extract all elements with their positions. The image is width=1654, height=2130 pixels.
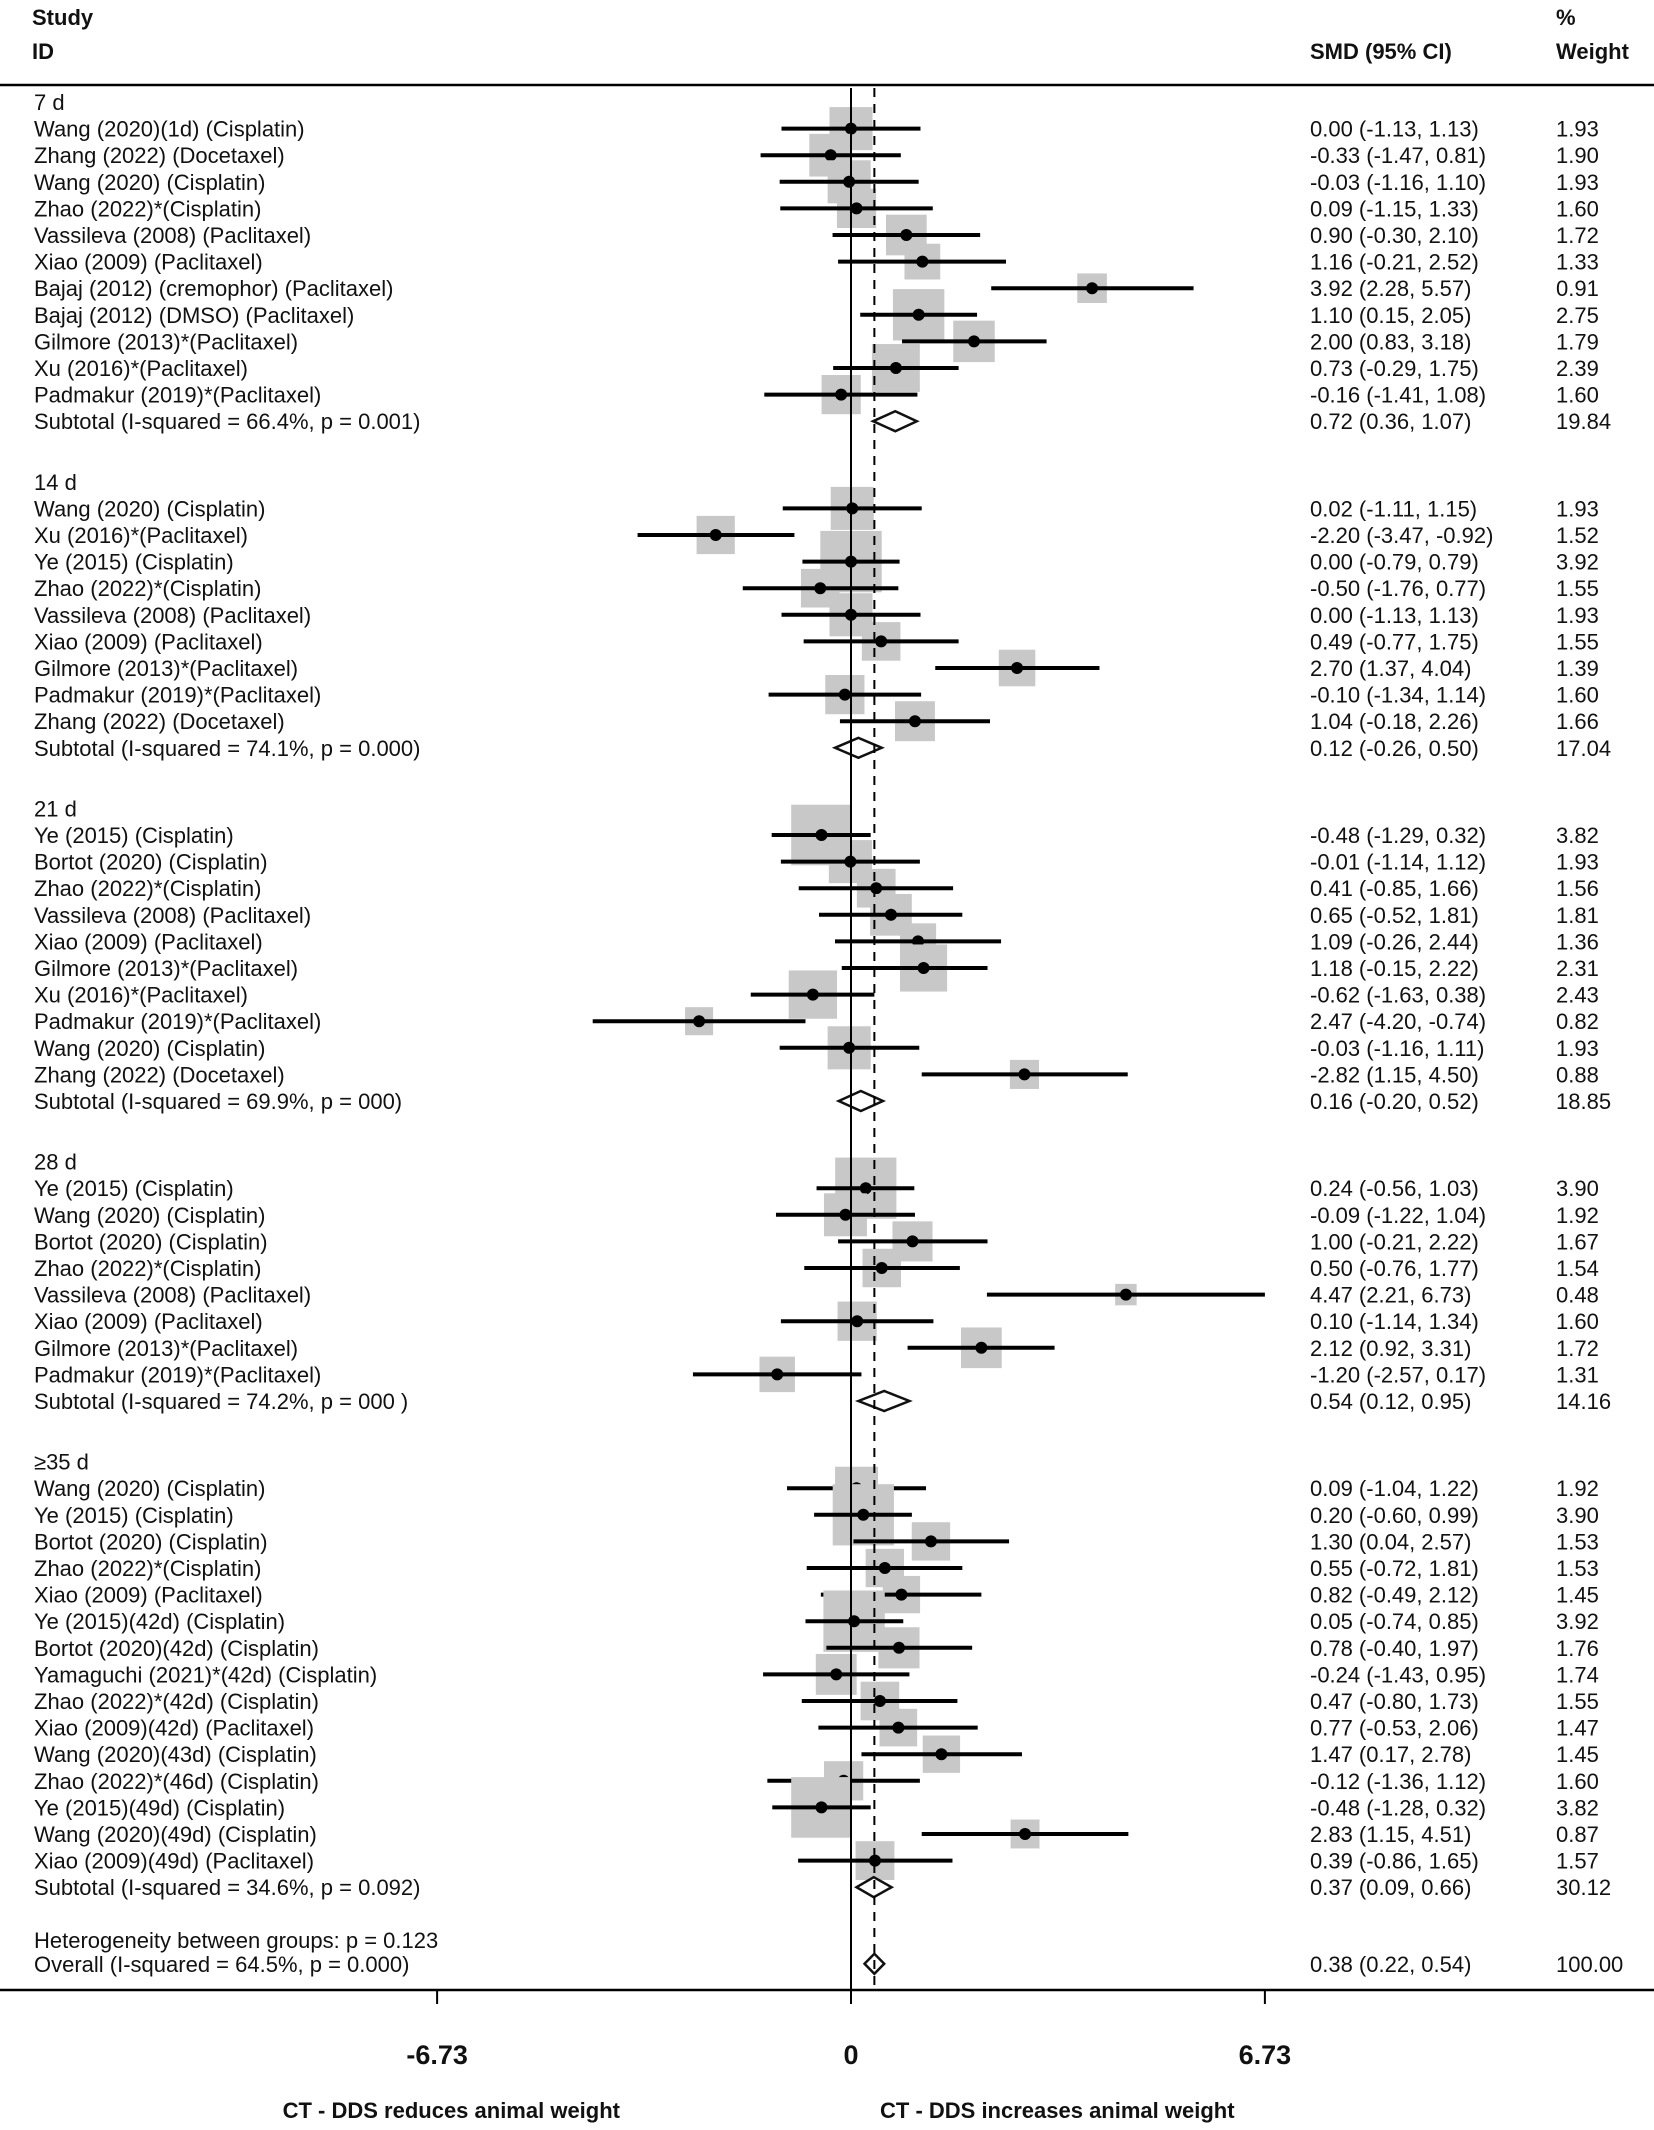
weight-value: 1.60 <box>1556 1309 1599 1335</box>
point-estimate <box>815 829 827 841</box>
study-label: Xiao (2009) (Paclitaxel) <box>34 1582 263 1608</box>
study-label: Ye (2015) (Cisplatin) <box>34 1502 234 1528</box>
weight-value: 1.93 <box>1556 602 1599 628</box>
weight-value: 1.36 <box>1556 929 1599 955</box>
effect-ci-value: -2.82 (1.15, 4.50) <box>1310 1062 1479 1088</box>
weight-value: 3.90 <box>1556 1502 1599 1528</box>
effect-ci-value: 0.82 (-0.49, 2.12) <box>1310 1582 1479 1608</box>
weight-value: 1.56 <box>1556 876 1599 902</box>
point-estimate <box>835 389 847 401</box>
point-estimate <box>825 149 837 161</box>
study-label: Padmakur (2019)*(Paclitaxel) <box>34 1362 322 1388</box>
point-estimate <box>1018 1068 1030 1080</box>
weight-value: 1.55 <box>1556 576 1599 602</box>
study-label: Wang (2020) (Cisplatin) <box>34 1476 266 1502</box>
study-label: Wang (2020)(1d) (Cisplatin) <box>34 116 305 142</box>
weight-value: 0.87 <box>1556 1822 1599 1847</box>
point-estimate <box>875 635 887 647</box>
point-estimate <box>916 256 928 268</box>
weight-value: 1.72 <box>1556 1335 1599 1361</box>
effect-ci-value: 0.09 (-1.04, 1.22) <box>1310 1476 1479 1502</box>
effect-ci-value: 1.30 (0.04, 2.57) <box>1310 1529 1472 1555</box>
point-estimate <box>860 1182 872 1194</box>
effect-ci-value: 0.00 (-1.13, 1.13) <box>1310 602 1479 628</box>
group-label: 7 d <box>34 90 65 115</box>
study-label: Xiao (2009) (Paclitaxel) <box>34 929 263 955</box>
study-label: Bortot (2020)(42d) (Cisplatin) <box>34 1635 319 1661</box>
subtotal-label: Subtotal (I-squared = 69.9%, p = 000) <box>34 1089 403 1114</box>
weight-value: 1.53 <box>1556 1556 1599 1581</box>
subtotal-weight: 14.16 <box>1556 1389 1612 1414</box>
weight-value: 1.55 <box>1556 629 1599 655</box>
study-label: Xu (2016)*(Paclitaxel) <box>34 356 248 381</box>
point-estimate <box>693 1015 705 1027</box>
subtotal-effect-ci: 0.37 (0.09, 0.66) <box>1310 1875 1472 1901</box>
subtotal-label: Subtotal (I-squared = 34.6%, p = 0.092) <box>34 1875 421 1901</box>
study-label: Ye (2015) (Cisplatin) <box>34 549 234 575</box>
point-estimate <box>830 1668 842 1680</box>
effect-ci-value: -0.50 (-1.76, 0.77) <box>1310 576 1487 602</box>
point-estimate <box>815 1801 827 1813</box>
group-label: 21 d <box>34 796 77 822</box>
effect-ci-value: 0.20 (-0.60, 0.99) <box>1310 1502 1479 1528</box>
weight-value: 1.72 <box>1556 223 1599 248</box>
weight-value: 1.45 <box>1556 1582 1599 1608</box>
effect-ci-value: 0.49 (-0.77, 1.75) <box>1310 629 1479 655</box>
effect-ci-value: -0.12 (-1.36, 1.12) <box>1310 1768 1487 1794</box>
study-label: Zhang (2022) (Docetaxel) <box>34 1062 285 1088</box>
weight-value: 1.60 <box>1556 682 1599 708</box>
weight-value: 1.33 <box>1556 249 1599 275</box>
effect-ci-value: 0.05 (-0.74, 0.85) <box>1310 1609 1479 1635</box>
weight-value: 1.54 <box>1556 1256 1599 1281</box>
weight-value: 1.45 <box>1556 1742 1599 1768</box>
effect-ci-value: 3.92 (2.28, 5.57) <box>1310 276 1472 302</box>
effect-ci-value: 2.83 (1.15, 4.51) <box>1310 1822 1472 1847</box>
study-label: Xiao (2009)(42d) (Paclitaxel) <box>34 1715 315 1741</box>
effect-ci-value: 1.10 (0.15, 2.05) <box>1310 302 1472 328</box>
effect-ci-value: 0.55 (-0.72, 1.81) <box>1310 1556 1479 1581</box>
header-study: Study <box>32 5 94 30</box>
point-estimate <box>968 335 980 347</box>
study-label: Zhang (2022) (Docetaxel) <box>34 709 285 735</box>
weight-value: 1.55 <box>1556 1689 1599 1714</box>
weight-value: 2.31 <box>1556 956 1599 981</box>
subtotal-label: Subtotal (I-squared = 74.2%, p = 000 ) <box>34 1389 409 1414</box>
subtotal-diamond <box>873 411 917 431</box>
point-estimate <box>975 1342 987 1354</box>
point-estimate <box>895 1589 907 1601</box>
subtotal-effect-ci: 0.16 (-0.20, 0.52) <box>1310 1089 1479 1114</box>
effect-ci-value: -0.24 (-1.43, 0.95) <box>1310 1662 1487 1688</box>
point-estimate <box>909 715 921 727</box>
study-label: Gilmore (2013)*(Paclitaxel) <box>34 1335 299 1361</box>
point-estimate <box>843 1042 855 1054</box>
effect-ci-value: 1.47 (0.17, 2.78) <box>1310 1742 1472 1768</box>
study-label: Zhao (2022)*(Cisplatin) <box>34 1256 262 1281</box>
subtotal-weight: 19.84 <box>1556 409 1612 435</box>
study-label: Wang (2020) (Cisplatin) <box>34 496 266 522</box>
study-label: Bajaj (2012) (DMSO) (Paclitaxel) <box>34 302 355 328</box>
effect-ci-value: 0.77 (-0.53, 2.06) <box>1310 1715 1479 1741</box>
weight-value: 1.93 <box>1556 849 1599 875</box>
effect-ci-value: -0.48 (-1.29, 0.32) <box>1310 823 1487 848</box>
effect-ci-value: -2.20 (-3.47, -0.92) <box>1310 523 1494 548</box>
effect-ci-value: 0.78 (-0.40, 1.97) <box>1310 1635 1479 1661</box>
effect-ci-value: 0.65 (-0.52, 1.81) <box>1310 902 1479 928</box>
right-direction-label: CT - DDS increases animal weight <box>880 2098 1235 2123</box>
weight-value: 1.92 <box>1556 1476 1599 1502</box>
study-label: Gilmore (2013)*(Paclitaxel) <box>34 656 299 681</box>
point-estimate <box>843 176 855 188</box>
point-estimate <box>913 309 925 321</box>
weight-value: 1.93 <box>1556 496 1599 522</box>
effect-ci-value: 2.00 (0.83, 3.18) <box>1310 329 1472 355</box>
point-estimate <box>1086 282 1098 294</box>
effect-ci-value: -0.16 (-1.41, 1.08) <box>1310 382 1487 408</box>
study-label: Xiao (2009) (Paclitaxel) <box>34 249 263 275</box>
tick-label: 6.73 <box>1238 2040 1292 2070</box>
point-estimate <box>1019 1828 1031 1840</box>
effect-ci-value: 4.47 (2.21, 6.73) <box>1310 1282 1472 1308</box>
study-label: Padmakur (2019)*(Paclitaxel) <box>34 382 322 408</box>
point-estimate <box>710 529 722 541</box>
effect-ci-value: 2.12 (0.92, 3.31) <box>1310 1335 1472 1361</box>
study-label: Xu (2016)*(Paclitaxel) <box>34 523 248 548</box>
weight-value: 3.90 <box>1556 1176 1599 1202</box>
weight-value: 3.82 <box>1556 1795 1599 1821</box>
effect-ci-value: 0.90 (-0.30, 2.10) <box>1310 223 1479 248</box>
weight-value: 0.91 <box>1556 276 1599 302</box>
study-label: Xiao (2009)(49d) (Paclitaxel) <box>34 1848 315 1874</box>
heterogeneity-label: Heterogeneity between groups: p = 0.123 <box>34 1927 439 1953</box>
weight-value: 3.82 <box>1556 823 1599 848</box>
study-label: Ye (2015) (Cisplatin) <box>34 823 234 848</box>
study-label: Zhao (2022)*(42d) (Cisplatin) <box>34 1689 319 1714</box>
effect-ci-value: -0.33 (-1.47, 0.81) <box>1310 143 1487 169</box>
study-label: Vassileva (2008) (Paclitaxel) <box>34 223 312 248</box>
subtotal-weight: 30.12 <box>1556 1875 1612 1901</box>
study-label: Padmakur (2019)*(Paclitaxel) <box>34 1009 322 1035</box>
subtotal-effect-ci: 0.12 (-0.26, 0.50) <box>1310 735 1479 761</box>
effect-ci-value: 0.73 (-0.29, 1.75) <box>1310 356 1479 381</box>
subtotal-weight: 18.85 <box>1556 1089 1612 1114</box>
weight-value: 1.31 <box>1556 1362 1599 1388</box>
weight-value: 0.88 <box>1556 1062 1599 1088</box>
study-label: Zhao (2022)*(Cisplatin) <box>34 876 262 902</box>
header-id: ID <box>32 39 54 64</box>
subtotal-diamond <box>839 1091 883 1111</box>
effect-ci-value: 1.00 (-0.21, 2.22) <box>1310 1229 1479 1255</box>
study-label: Bortot (2020) (Cisplatin) <box>34 1529 268 1555</box>
weight-value: 1.53 <box>1556 1529 1599 1555</box>
weight-value: 1.52 <box>1556 523 1599 548</box>
effect-ci-value: 1.09 (-0.26, 2.44) <box>1310 929 1479 955</box>
weight-value: 1.81 <box>1556 902 1599 928</box>
subtotal-label: Subtotal (I-squared = 66.4%, p = 0.001) <box>34 409 421 435</box>
point-estimate <box>1120 1289 1132 1301</box>
weight-value: 1.93 <box>1556 1035 1599 1061</box>
study-label: Bortot (2020) (Cisplatin) <box>34 1229 268 1255</box>
effect-ci-value: 0.41 (-0.85, 1.66) <box>1310 876 1479 902</box>
overall-effect-ci: 0.38 (0.22, 0.54) <box>1310 1951 1472 1977</box>
study-label: Xiao (2009) (Paclitaxel) <box>34 629 263 655</box>
point-estimate <box>885 909 897 921</box>
weight-value: 1.39 <box>1556 656 1599 681</box>
weight-value: 1.93 <box>1556 116 1599 142</box>
point-estimate <box>839 1209 851 1221</box>
weight-value: 0.82 <box>1556 1009 1599 1035</box>
study-label: Wang (2020)(49d) (Cisplatin) <box>34 1822 317 1847</box>
subtotal-diamond <box>858 1391 909 1411</box>
effect-ci-value: 0.00 (-0.79, 0.79) <box>1310 549 1479 575</box>
effect-ci-value: -0.10 (-1.34, 1.14) <box>1310 682 1487 708</box>
effect-ci-value: 1.04 (-0.18, 2.26) <box>1310 709 1479 735</box>
study-label: Wang (2020) (Cisplatin) <box>34 1202 266 1228</box>
point-estimate <box>918 962 930 974</box>
study-label: Vassileva (2008) (Paclitaxel) <box>34 902 312 928</box>
study-label: Zhao (2022)*(Cisplatin) <box>34 1556 262 1581</box>
effect-ci-value: 2.47 (-4.20, -0.74) <box>1310 1009 1487 1035</box>
weight-value: 2.75 <box>1556 302 1599 328</box>
effect-ci-value: 0.24 (-0.56, 1.03) <box>1310 1176 1479 1202</box>
weight-value: 1.67 <box>1556 1229 1599 1255</box>
weight-value: 1.93 <box>1556 169 1599 195</box>
left-direction-label: CT - DDS reduces animal weight <box>282 2098 620 2123</box>
study-label: Xiao (2009) (Paclitaxel) <box>34 1309 263 1335</box>
weight-value: 1.60 <box>1556 382 1599 408</box>
study-label: Ye (2015)(49d) (Cisplatin) <box>34 1795 286 1821</box>
header-weight: Weight <box>1556 39 1629 64</box>
point-estimate <box>851 1315 863 1327</box>
point-estimate <box>900 229 912 241</box>
point-estimate <box>925 1535 937 1547</box>
study-label: Gilmore (2013)*(Paclitaxel) <box>34 956 299 981</box>
subtotal-label: Subtotal (I-squared = 74.1%, p = 0.000) <box>34 735 421 761</box>
effect-ci-value: 0.09 (-1.15, 1.33) <box>1310 196 1479 222</box>
effect-ci-value: -1.20 (-2.57, 0.17) <box>1310 1362 1487 1388</box>
effect-ci-value: -0.09 (-1.22, 1.04) <box>1310 1202 1487 1228</box>
effect-ci-value: -0.03 (-1.16, 1.10) <box>1310 169 1487 195</box>
group-label: 28 d <box>34 1149 77 1175</box>
study-label: Zhang (2022) (Docetaxel) <box>34 143 285 169</box>
study-label: Vassileva (2008) (Paclitaxel) <box>34 602 312 628</box>
header-effect-label: SMD (95% CI) <box>1310 39 1452 64</box>
study-label: Vassileva (2008) (Paclitaxel) <box>34 1282 312 1308</box>
overall-weight: 100.00 <box>1556 1951 1624 1977</box>
study-label: Bajaj (2012) (cremophor) (Paclitaxel) <box>34 276 394 302</box>
point-estimate <box>848 1615 860 1627</box>
group-label: 14 d <box>34 469 77 495</box>
point-estimate <box>1011 662 1023 674</box>
weight-value: 1.47 <box>1556 1715 1599 1741</box>
effect-ci-value: -0.62 (-1.63, 0.38) <box>1310 982 1487 1008</box>
study-label: Wang (2020) (Cisplatin) <box>34 169 266 195</box>
point-estimate <box>814 582 826 594</box>
point-estimate <box>846 502 858 514</box>
study-label: Ye (2015)(42d) (Cisplatin) <box>34 1609 286 1635</box>
weight-value: 1.74 <box>1556 1662 1599 1688</box>
tick-label: 0 <box>843 2040 859 2070</box>
point-estimate <box>870 882 882 894</box>
study-label: Bortot (2020) (Cisplatin) <box>34 849 268 875</box>
effect-ci-value: 1.18 (-0.15, 2.22) <box>1310 956 1479 981</box>
point-estimate <box>892 1722 904 1734</box>
point-estimate <box>893 1642 905 1654</box>
weight-value: 0.48 <box>1556 1282 1599 1308</box>
weight-value: 1.90 <box>1556 143 1599 169</box>
point-estimate <box>935 1748 947 1760</box>
point-estimate <box>890 362 902 374</box>
study-label: Zhao (2022)*(46d) (Cisplatin) <box>34 1768 319 1794</box>
study-label: Wang (2020)(43d) (Cisplatin) <box>34 1742 317 1768</box>
subtotal-effect-ci: 0.54 (0.12, 0.95) <box>1310 1389 1472 1414</box>
point-estimate <box>807 989 819 1001</box>
tick-label: -6.73 <box>406 2040 468 2070</box>
effect-ci-value: 2.70 (1.37, 4.04) <box>1310 656 1472 681</box>
effect-ci-value: -0.48 (-1.28, 0.32) <box>1310 1795 1487 1821</box>
weight-value: 2.43 <box>1556 982 1599 1008</box>
point-estimate <box>879 1562 891 1574</box>
subtotal-weight: 17.04 <box>1556 735 1612 761</box>
effect-ci-value: 1.16 (-0.21, 2.52) <box>1310 249 1479 275</box>
overall-label: Overall (I-squared = 64.5%, p = 0.000) <box>34 1951 410 1977</box>
point-estimate <box>839 689 851 701</box>
study-label: Gilmore (2013)*(Paclitaxel) <box>34 329 299 355</box>
study-label: Zhao (2022)*(Cisplatin) <box>34 196 262 222</box>
effect-ci-value: 0.50 (-0.76, 1.77) <box>1310 1256 1479 1281</box>
point-estimate <box>907 1235 919 1247</box>
point-estimate <box>771 1368 783 1380</box>
effect-ci-value: 0.47 (-0.80, 1.73) <box>1310 1689 1479 1714</box>
weight-value: 1.66 <box>1556 709 1599 735</box>
effect-ci-value: -0.01 (-1.14, 1.12) <box>1310 849 1487 875</box>
study-label: Padmakur (2019)*(Paclitaxel) <box>34 682 322 708</box>
effect-ci-value: 0.39 (-0.86, 1.65) <box>1310 1848 1479 1874</box>
effect-ci-value: 0.02 (-1.11, 1.15) <box>1310 496 1478 522</box>
header-percent: % <box>1556 5 1576 30</box>
point-estimate <box>851 202 863 214</box>
weight-value: 2.39 <box>1556 356 1599 381</box>
study-label: Ye (2015) (Cisplatin) <box>34 1176 234 1202</box>
group-label: ≥35 d <box>34 1449 89 1475</box>
subtotal-effect-ci: 0.72 (0.36, 1.07) <box>1310 409 1472 435</box>
study-label: Xu (2016)*(Paclitaxel) <box>34 982 248 1008</box>
weight-value: 1.76 <box>1556 1635 1599 1661</box>
weight-value: 3.92 <box>1556 1609 1599 1635</box>
point-estimate <box>857 1509 869 1521</box>
weight-value: 1.60 <box>1556 1768 1599 1794</box>
point-estimate <box>876 1262 888 1274</box>
effect-ci-value: -0.03 (-1.16, 1.11) <box>1310 1035 1485 1061</box>
study-label: Zhao (2022)*(Cisplatin) <box>34 576 262 602</box>
weight-value: 1.79 <box>1556 329 1599 355</box>
weight-value: 1.57 <box>1556 1848 1599 1874</box>
effect-ci-value: 0.00 (-1.13, 1.13) <box>1310 116 1479 142</box>
study-label: Yamaguchi (2021)*(42d) (Cisplatin) <box>34 1662 378 1688</box>
weight-value: 3.92 <box>1556 549 1599 575</box>
point-estimate <box>874 1695 886 1707</box>
weight-value: 1.92 <box>1556 1202 1599 1228</box>
effect-ci-value: 0.10 (-1.14, 1.34) <box>1310 1309 1479 1335</box>
study-label: Wang (2020) (Cisplatin) <box>34 1035 266 1061</box>
weight-value: 1.60 <box>1556 196 1599 222</box>
